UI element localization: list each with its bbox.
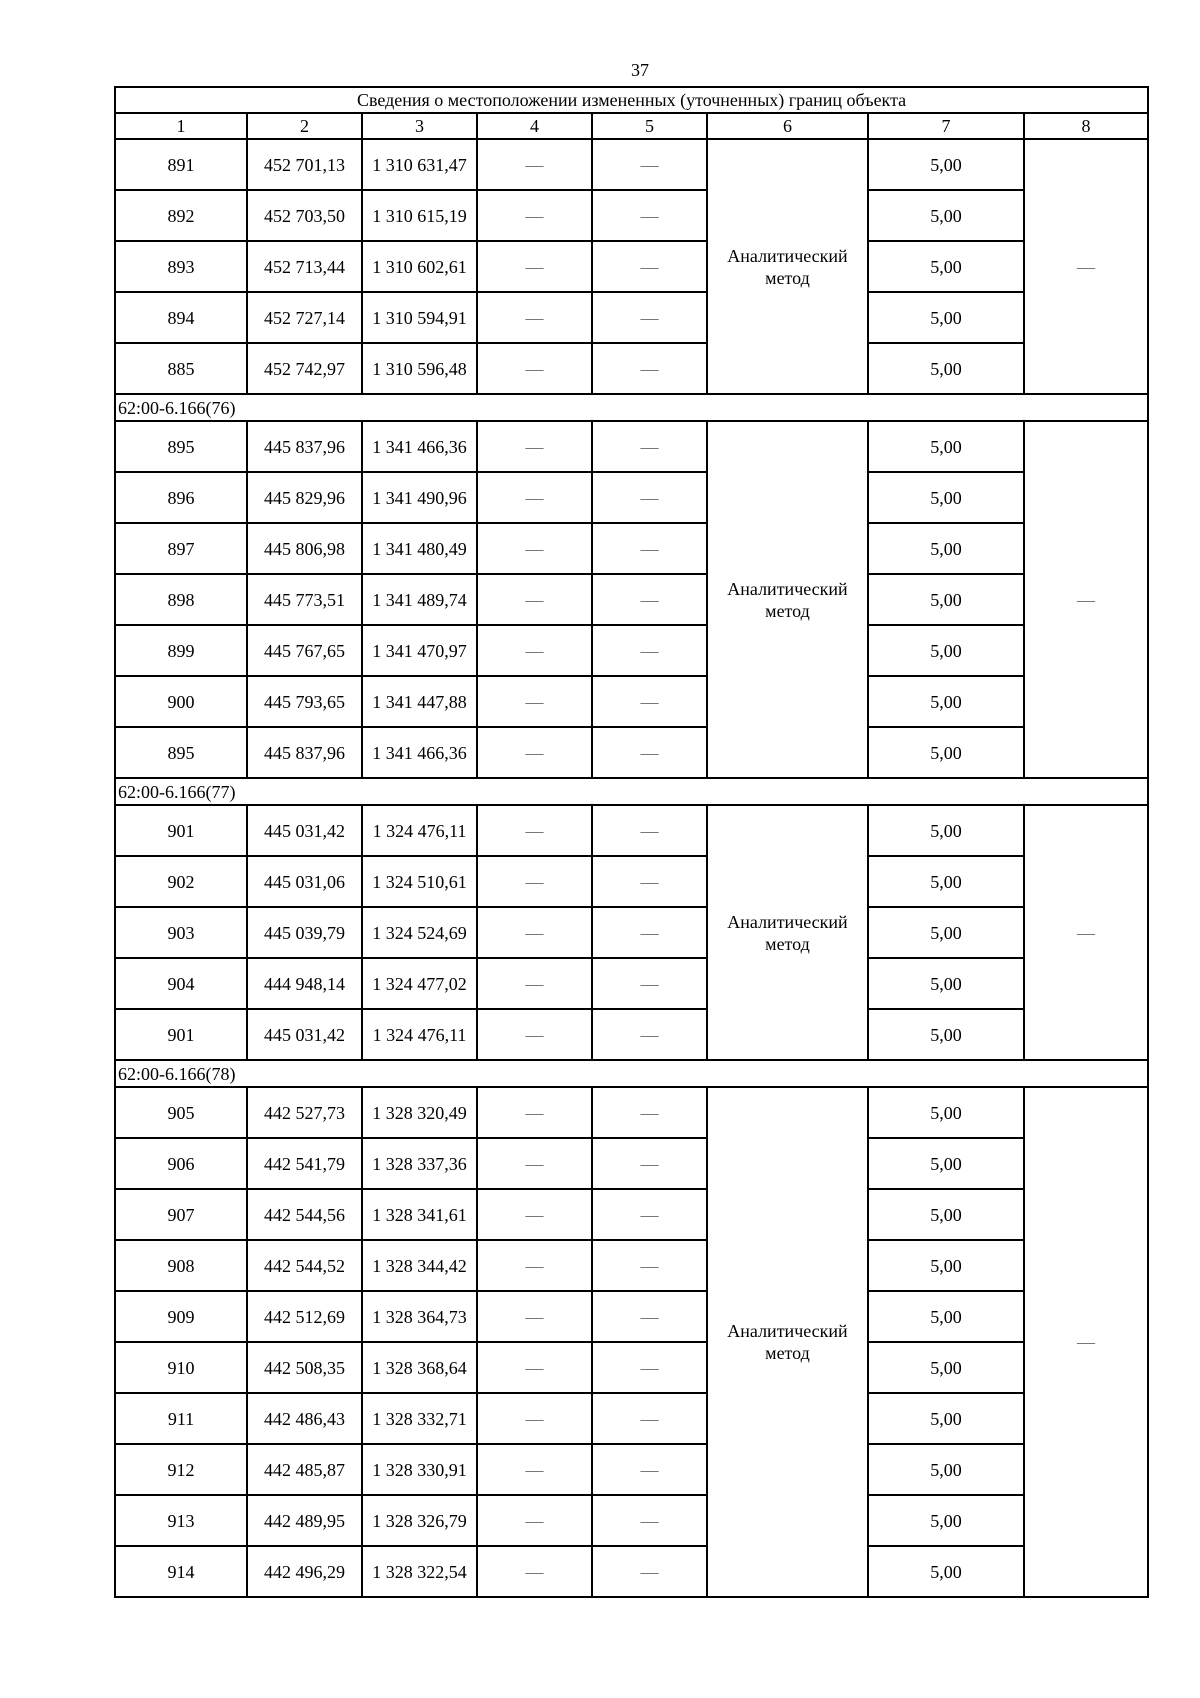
coordinate-y: 1 328 320,49 bbox=[362, 1087, 477, 1138]
coordinate-x: 445 806,98 bbox=[247, 523, 362, 574]
dash-cell: — bbox=[477, 190, 592, 241]
coordinate-y: 1 310 594,91 bbox=[362, 292, 477, 343]
column-header: 1 bbox=[115, 113, 247, 139]
group-label: 62:00-6.166(76) bbox=[115, 394, 1148, 421]
accuracy-value: 5,00 bbox=[868, 625, 1024, 676]
coordinate-x: 442 486,43 bbox=[247, 1393, 362, 1444]
dash-cell: — bbox=[477, 907, 592, 958]
coordinate-y: 1 341 466,36 bbox=[362, 421, 477, 472]
table-row bbox=[115, 1342, 1148, 1393]
dash-cell: — bbox=[477, 343, 592, 394]
dash-cell: — bbox=[1024, 421, 1148, 778]
coordinate-x: 445 031,42 bbox=[247, 1009, 362, 1060]
column-header: 8 bbox=[1024, 113, 1148, 139]
dash-cell: — bbox=[592, 958, 707, 1009]
dash-cell: — bbox=[1024, 139, 1148, 394]
table-row bbox=[115, 523, 1148, 574]
point-number: 907 bbox=[115, 1189, 247, 1240]
accuracy-value: 5,00 bbox=[868, 856, 1024, 907]
coordinate-y: 1 341 480,49 bbox=[362, 523, 477, 574]
point-number: 896 bbox=[115, 472, 247, 523]
coordinate-x: 442 541,79 bbox=[247, 1138, 362, 1189]
coordinate-y: 1 310 602,61 bbox=[362, 241, 477, 292]
table-row bbox=[115, 292, 1148, 343]
table-row bbox=[115, 805, 1148, 856]
table-row bbox=[115, 1546, 1148, 1597]
table-row bbox=[115, 190, 1148, 241]
point-number: 906 bbox=[115, 1138, 247, 1189]
accuracy-value: 5,00 bbox=[868, 1546, 1024, 1597]
coordinate-y: 1 341 470,97 bbox=[362, 625, 477, 676]
point-number: 911 bbox=[115, 1393, 247, 1444]
point-number: 910 bbox=[115, 1342, 247, 1393]
coordinate-y: 1 341 490,96 bbox=[362, 472, 477, 523]
coordinate-x: 442 544,52 bbox=[247, 1240, 362, 1291]
column-header: 3 bbox=[362, 113, 477, 139]
coordinate-y: 1 310 596,48 bbox=[362, 343, 477, 394]
point-number: 909 bbox=[115, 1291, 247, 1342]
point-number: 902 bbox=[115, 856, 247, 907]
point-number: 905 bbox=[115, 1087, 247, 1138]
accuracy-value: 5,00 bbox=[868, 1189, 1024, 1240]
table-row bbox=[115, 1009, 1148, 1060]
coordinate-x: 442 508,35 bbox=[247, 1342, 362, 1393]
point-number: 895 bbox=[115, 727, 247, 778]
coordinate-x: 442 489,95 bbox=[247, 1495, 362, 1546]
point-number: 900 bbox=[115, 676, 247, 727]
accuracy-value: 5,00 bbox=[868, 241, 1024, 292]
coordinate-y: 1 310 631,47 bbox=[362, 139, 477, 190]
dash-cell: — bbox=[477, 292, 592, 343]
dash-cell: — bbox=[477, 1087, 592, 1138]
dash-cell: — bbox=[592, 1087, 707, 1138]
table-row bbox=[115, 625, 1148, 676]
group-header-row bbox=[115, 778, 1148, 805]
point-number: 897 bbox=[115, 523, 247, 574]
coordinate-y: 1 328 326,79 bbox=[362, 1495, 477, 1546]
point-number: 894 bbox=[115, 292, 247, 343]
accuracy-value: 5,00 bbox=[868, 190, 1024, 241]
coordinate-y: 1 328 341,61 bbox=[362, 1189, 477, 1240]
dash-cell: — bbox=[592, 1444, 707, 1495]
dash-cell: — bbox=[592, 805, 707, 856]
table-row bbox=[115, 1240, 1148, 1291]
dash-cell: — bbox=[592, 1291, 707, 1342]
dash-cell: — bbox=[592, 241, 707, 292]
accuracy-value: 5,00 bbox=[868, 676, 1024, 727]
dash-cell: — bbox=[477, 139, 592, 190]
point-number: 891 bbox=[115, 139, 247, 190]
dash-cell: — bbox=[592, 1240, 707, 1291]
point-number: 901 bbox=[115, 1009, 247, 1060]
table-row bbox=[115, 472, 1148, 523]
coordinate-x: 452 727,14 bbox=[247, 292, 362, 343]
dash-cell: — bbox=[592, 625, 707, 676]
table-row bbox=[115, 856, 1148, 907]
coordinate-y: 1 324 476,11 bbox=[362, 805, 477, 856]
table-row bbox=[115, 1495, 1148, 1546]
table-row bbox=[115, 139, 1148, 190]
dash-cell: — bbox=[477, 1189, 592, 1240]
accuracy-value: 5,00 bbox=[868, 1291, 1024, 1342]
dash-cell: — bbox=[477, 1495, 592, 1546]
accuracy-value: 5,00 bbox=[868, 343, 1024, 394]
table-row bbox=[115, 1291, 1148, 1342]
dash-cell: — bbox=[477, 1291, 592, 1342]
coordinate-y: 1 328 330,91 bbox=[362, 1444, 477, 1495]
accuracy-value: 5,00 bbox=[868, 421, 1024, 472]
coordinate-y: 1 328 337,36 bbox=[362, 1138, 477, 1189]
dash-cell: — bbox=[477, 241, 592, 292]
group-label: 62:00-6.166(78) bbox=[115, 1060, 1148, 1087]
coordinate-y: 1 328 368,64 bbox=[362, 1342, 477, 1393]
coordinate-y: 1 341 466,36 bbox=[362, 727, 477, 778]
coordinate-y: 1 328 332,71 bbox=[362, 1393, 477, 1444]
dash-cell: — bbox=[477, 856, 592, 907]
coordinate-x: 452 701,13 bbox=[247, 139, 362, 190]
dash-cell: — bbox=[592, 292, 707, 343]
table-row bbox=[115, 343, 1148, 394]
group-header-row bbox=[115, 1060, 1148, 1087]
dash-cell: — bbox=[592, 343, 707, 394]
page-number: 37 bbox=[631, 60, 649, 80]
dash-cell: — bbox=[477, 1546, 592, 1597]
coordinate-x: 442 544,56 bbox=[247, 1189, 362, 1240]
accuracy-value: 5,00 bbox=[868, 1342, 1024, 1393]
dash-cell: — bbox=[592, 1189, 707, 1240]
accuracy-value: 5,00 bbox=[868, 472, 1024, 523]
coordinate-y: 1 324 524,69 bbox=[362, 907, 477, 958]
dash-cell: — bbox=[477, 1342, 592, 1393]
column-header: 2 bbox=[247, 113, 362, 139]
coordinate-y: 1 328 364,73 bbox=[362, 1291, 477, 1342]
method-cell: Аналитический метод bbox=[707, 1087, 868, 1597]
point-number: 912 bbox=[115, 1444, 247, 1495]
table-row bbox=[115, 676, 1148, 727]
dash-cell: — bbox=[1024, 805, 1148, 1060]
coordinate-x: 444 948,14 bbox=[247, 958, 362, 1009]
dash-cell: — bbox=[592, 523, 707, 574]
dash-cell: — bbox=[477, 805, 592, 856]
coordinate-x: 445 039,79 bbox=[247, 907, 362, 958]
accuracy-value: 5,00 bbox=[868, 1138, 1024, 1189]
point-number: 892 bbox=[115, 190, 247, 241]
table-row bbox=[115, 907, 1148, 958]
column-header: 5 bbox=[592, 113, 707, 139]
accuracy-value: 5,00 bbox=[868, 139, 1024, 190]
coordinate-y: 1 324 477,02 bbox=[362, 958, 477, 1009]
accuracy-value: 5,00 bbox=[868, 1393, 1024, 1444]
accuracy-value: 5,00 bbox=[868, 1009, 1024, 1060]
accuracy-value: 5,00 bbox=[868, 805, 1024, 856]
coordinate-y: 1 328 344,42 bbox=[362, 1240, 477, 1291]
coordinate-x: 445 031,06 bbox=[247, 856, 362, 907]
dash-cell: — bbox=[592, 190, 707, 241]
coordinate-x: 445 773,51 bbox=[247, 574, 362, 625]
coordinate-x: 452 713,44 bbox=[247, 241, 362, 292]
dash-cell: — bbox=[477, 676, 592, 727]
dash-cell: — bbox=[477, 958, 592, 1009]
dash-cell: — bbox=[477, 1009, 592, 1060]
dash-cell: — bbox=[592, 574, 707, 625]
dash-cell: — bbox=[592, 139, 707, 190]
coordinate-y: 1 341 447,88 bbox=[362, 676, 477, 727]
coordinate-x: 442 485,87 bbox=[247, 1444, 362, 1495]
column-header-row bbox=[115, 113, 1148, 139]
coordinates-table bbox=[114, 86, 1149, 1598]
coordinate-x: 442 527,73 bbox=[247, 1087, 362, 1138]
accuracy-value: 5,00 bbox=[868, 574, 1024, 625]
table-row bbox=[115, 1087, 1148, 1138]
point-number: 895 bbox=[115, 421, 247, 472]
accuracy-value: 5,00 bbox=[868, 727, 1024, 778]
method-cell: Аналитический метод bbox=[707, 421, 868, 778]
dash-cell: — bbox=[592, 1009, 707, 1060]
coordinate-x: 445 793,65 bbox=[247, 676, 362, 727]
table-row bbox=[115, 574, 1148, 625]
accuracy-value: 5,00 bbox=[868, 1495, 1024, 1546]
dash-cell: — bbox=[592, 727, 707, 778]
coordinate-x: 445 837,96 bbox=[247, 421, 362, 472]
coordinate-x: 442 512,69 bbox=[247, 1291, 362, 1342]
coordinate-y: 1 328 322,54 bbox=[362, 1546, 477, 1597]
coordinate-x: 452 742,97 bbox=[247, 343, 362, 394]
dash-cell: — bbox=[477, 1444, 592, 1495]
point-number: 904 bbox=[115, 958, 247, 1009]
point-number: 901 bbox=[115, 805, 247, 856]
point-number: 908 bbox=[115, 1240, 247, 1291]
coordinate-y: 1 324 510,61 bbox=[362, 856, 477, 907]
group-label: 62:00-6.166(77) bbox=[115, 778, 1148, 805]
group-header-row bbox=[115, 394, 1148, 421]
table-row bbox=[115, 1393, 1148, 1444]
dash-cell: — bbox=[477, 1138, 592, 1189]
coordinate-x: 445 829,96 bbox=[247, 472, 362, 523]
dash-cell: — bbox=[477, 1393, 592, 1444]
dash-cell: — bbox=[477, 523, 592, 574]
point-number: 898 bbox=[115, 574, 247, 625]
dash-cell: — bbox=[477, 472, 592, 523]
table-row bbox=[115, 421, 1148, 472]
point-number: 885 bbox=[115, 343, 247, 394]
point-number: 903 bbox=[115, 907, 247, 958]
accuracy-value: 5,00 bbox=[868, 523, 1024, 574]
dash-cell: — bbox=[592, 907, 707, 958]
dash-cell: — bbox=[477, 625, 592, 676]
coordinate-y: 1 310 615,19 bbox=[362, 190, 477, 241]
dash-cell: — bbox=[592, 856, 707, 907]
dash-cell: — bbox=[592, 1138, 707, 1189]
coordinate-x: 445 767,65 bbox=[247, 625, 362, 676]
table-row bbox=[115, 727, 1148, 778]
coordinate-y: 1 341 489,74 bbox=[362, 574, 477, 625]
column-header: 4 bbox=[477, 113, 592, 139]
table-row bbox=[115, 1189, 1148, 1240]
accuracy-value: 5,00 bbox=[868, 292, 1024, 343]
dash-cell: — bbox=[477, 727, 592, 778]
dash-cell: — bbox=[592, 421, 707, 472]
table-row bbox=[115, 958, 1148, 1009]
accuracy-value: 5,00 bbox=[868, 958, 1024, 1009]
accuracy-value: 5,00 bbox=[868, 1087, 1024, 1138]
table-row bbox=[115, 241, 1148, 292]
coordinate-x: 445 837,96 bbox=[247, 727, 362, 778]
table-row bbox=[115, 1138, 1148, 1189]
coordinate-y: 1 324 476,11 bbox=[362, 1009, 477, 1060]
point-number: 914 bbox=[115, 1546, 247, 1597]
dash-cell: — bbox=[477, 1240, 592, 1291]
point-number: 893 bbox=[115, 241, 247, 292]
dash-cell: — bbox=[1024, 1087, 1148, 1597]
table-title: Сведения о местоположении измененных (уточненных) границ объекта bbox=[115, 87, 1148, 113]
accuracy-value: 5,00 bbox=[868, 1240, 1024, 1291]
column-header: 6 bbox=[707, 113, 868, 139]
accuracy-value: 5,00 bbox=[868, 1444, 1024, 1495]
table-row bbox=[115, 1444, 1148, 1495]
dash-cell: — bbox=[592, 1546, 707, 1597]
coordinate-x: 445 031,42 bbox=[247, 805, 362, 856]
dash-cell: — bbox=[592, 472, 707, 523]
coordinate-x: 452 703,50 bbox=[247, 190, 362, 241]
point-number: 899 bbox=[115, 625, 247, 676]
accuracy-value: 5,00 bbox=[868, 907, 1024, 958]
method-cell: Аналитический метод bbox=[707, 139, 868, 394]
method-cell: Аналитический метод bbox=[707, 805, 868, 1060]
coordinate-x: 442 496,29 bbox=[247, 1546, 362, 1597]
point-number: 913 bbox=[115, 1495, 247, 1546]
dash-cell: — bbox=[477, 574, 592, 625]
column-header: 7 bbox=[868, 113, 1024, 139]
dash-cell: — bbox=[477, 421, 592, 472]
dash-cell: — bbox=[592, 1342, 707, 1393]
dash-cell: — bbox=[592, 676, 707, 727]
dash-cell: — bbox=[592, 1393, 707, 1444]
dash-cell: — bbox=[592, 1495, 707, 1546]
